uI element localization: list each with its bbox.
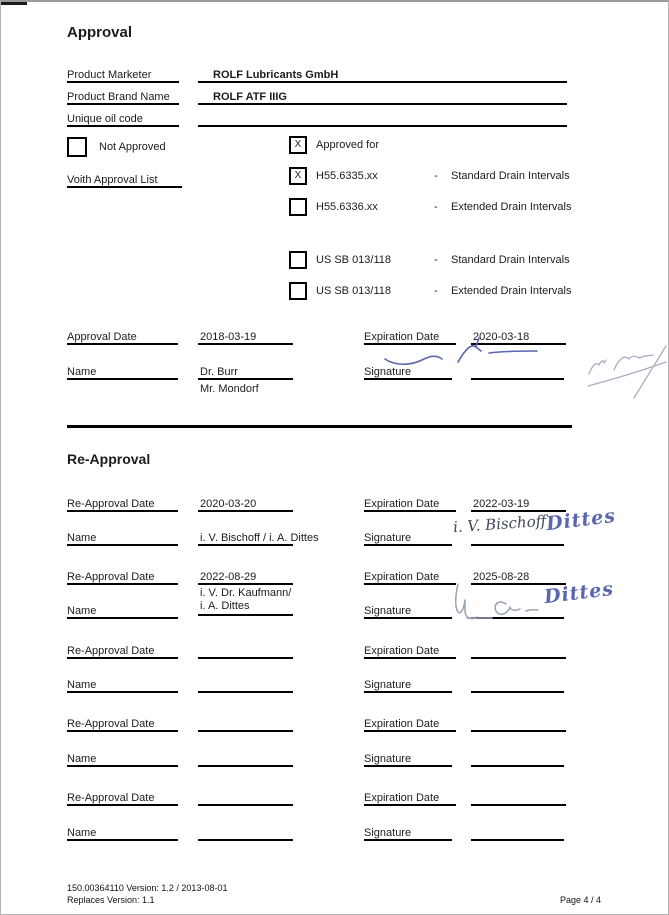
product-brand-name-value (198, 84, 567, 105)
separator-dash: - (434, 201, 438, 213)
h55-6336-checkbox[interactable] (289, 198, 307, 216)
reapproval-row-3-date-value[interactable] (198, 715, 293, 732)
product-brand-name-label: Product Brand Name (67, 84, 179, 105)
reapproval-row-1-date-value: 2022-08-29 (198, 568, 293, 585)
reapproval-row-2-date-label: Re-Approval Date (67, 642, 178, 659)
reapproval-row-3-name-label: Name (67, 750, 178, 767)
reapproval-row-2-signature-line[interactable] (471, 676, 564, 693)
handwritten-signature-dittes-1: Dittes (544, 504, 618, 536)
reapproval-title: Re-Approval (67, 451, 151, 467)
reapproval-row-4-name-label: Name (67, 824, 178, 841)
reapproval-row-1-name-label: Name (67, 602, 178, 619)
reapproval-row-4-date-label: Re-Approval Date (67, 789, 178, 806)
approved-for-checkmark: X (294, 139, 302, 150)
us-sb-standard-checkbox[interactable] (289, 251, 307, 269)
h55-6336-interval: Extended Drain Intervals (451, 201, 572, 213)
reapproval-row-4-expiration-value[interactable] (471, 789, 566, 806)
reapproval-row-0-signature-label: Signature (364, 529, 452, 546)
approval-date-value: 2018-03-19 (198, 328, 293, 345)
approval-signature-label: Signature (364, 363, 452, 380)
reapproval-row-4-expiration-label: Expiration Date (364, 789, 456, 806)
us-sb-standard-code: US SB 013/118 (316, 254, 392, 266)
not-approved-checkbox[interactable] (67, 137, 87, 157)
product-marketer-text: ROLF Lubricants GmbH (213, 69, 339, 81)
reapproval-row-3-expiration-value[interactable] (471, 715, 566, 732)
reapproval-row-2-expiration-label: Expiration Date (364, 642, 456, 659)
reapproval-row-1-expiration-value: 2025-08-28 (471, 568, 566, 585)
reapproval-row-1-expiration-label: Expiration Date (364, 568, 456, 585)
reapproval-row-2-signature-label: Signature (364, 676, 452, 693)
us-sb-extended-checkbox[interactable] (289, 282, 307, 300)
reapproval-row-1-name-value (198, 587, 293, 616)
reapproval-row-0-name-label: Name (67, 529, 178, 546)
unique-oil-code-label: Unique oil code (67, 106, 179, 127)
h55-6335-checkmark: X (294, 170, 302, 181)
approval-name-value-line2: Mr. Mondorf (200, 383, 259, 395)
us-sb-extended-interval: Extended Drain Intervals (451, 285, 572, 297)
h55-6335-checkbox[interactable] (289, 167, 307, 185)
reapproval-row-1-name-line1: i. V. Dr. Kaufmann/ (200, 587, 292, 599)
handwritten-signature-dittes-2: Dittes (542, 577, 616, 609)
product-brand-name-text: ROLF ATF IIIG (213, 91, 287, 103)
approval-date-label: Approval Date (67, 328, 178, 345)
handwritten-signature-bischoff: i. V. Bischoff (452, 511, 547, 537)
reapproval-row-0-expiration-value: 2022-03-19 (471, 495, 566, 512)
reapproval-row-4-signature-label: Signature (364, 824, 452, 841)
approved-for-checkbox[interactable] (289, 136, 307, 154)
us-sb-standard-interval: Standard Drain Intervals (451, 254, 570, 266)
reapproval-row-4-name-value[interactable] (198, 824, 293, 841)
not-approved-label: Not Approved (99, 141, 166, 153)
reapproval-row-3-signature-line[interactable] (471, 750, 564, 767)
page-number: Page 4 / 4 (559, 895, 601, 905)
reapproval-row-0-date-value: 2020-03-20 (198, 495, 293, 512)
reapproval-row-0-date-label: Re-Approval Date (67, 495, 178, 512)
reapproval-row-4-date-value[interactable] (198, 789, 293, 806)
reapproval-row-1-name-line2: i. A. Dittes (200, 600, 250, 612)
document-version: 150.00364110 Version: 1.2 / 2013-08-01 (67, 883, 228, 893)
reapproval-row-2-name-label: Name (67, 676, 178, 693)
separator-dash: - (434, 285, 438, 297)
reapproval-row-3-name-value[interactable] (198, 750, 293, 767)
h55-6335-code: H55.6335.xx (316, 170, 378, 182)
reapproval-row-1-signature-scribble (448, 578, 550, 626)
reapproval-row-0-name-value: i. V. Bischoff / i. A. Dittes (198, 529, 293, 546)
replaces-version: Replaces Version: 1.1 (67, 895, 155, 905)
h55-6335-interval: Standard Drain Intervals (451, 170, 570, 182)
approval-name-value: Dr. Burr (198, 363, 293, 380)
reapproval-row-0-expiration-label: Expiration Date (364, 495, 456, 512)
expiration-date-label: Expiration Date (364, 328, 456, 345)
product-marketer-label: Product Marketer (67, 62, 179, 83)
counter-signature-scribble (586, 334, 669, 404)
reapproval-row-2-name-value[interactable] (198, 676, 293, 693)
h55-6336-code: H55.6336.xx (316, 201, 378, 213)
separator-dash: - (434, 254, 438, 266)
scan-artifact (1, 2, 27, 5)
reapproval-row-1-date-label: Re-Approval Date (67, 568, 178, 585)
reapproval-row-2-expiration-value[interactable] (471, 642, 566, 659)
approved-for-label: Approved for (316, 139, 379, 151)
reapproval-row-3-date-label: Re-Approval Date (67, 715, 178, 732)
approval-name-label: Name (67, 363, 178, 380)
reapproval-row-3-expiration-label: Expiration Date (364, 715, 456, 732)
approval-signature-scribble (379, 336, 544, 370)
expiration-date-value: 2020-03-18 (471, 328, 566, 345)
section-divider (67, 425, 572, 428)
reapproval-row-2-date-value[interactable] (198, 642, 293, 659)
reapproval-row-4-signature-line[interactable] (471, 824, 564, 841)
separator-dash: - (434, 170, 438, 182)
unique-oil-code-value[interactable] (198, 106, 567, 127)
reapproval-row-1-signature-label: Signature (364, 602, 452, 619)
product-marketer-value (198, 62, 567, 83)
voith-approval-list-label: Voith Approval List (67, 169, 182, 188)
us-sb-extended-code: US SB 013/118 (316, 285, 392, 297)
reapproval-row-3-signature-label: Signature (364, 750, 452, 767)
page-title: Approval (67, 24, 133, 41)
